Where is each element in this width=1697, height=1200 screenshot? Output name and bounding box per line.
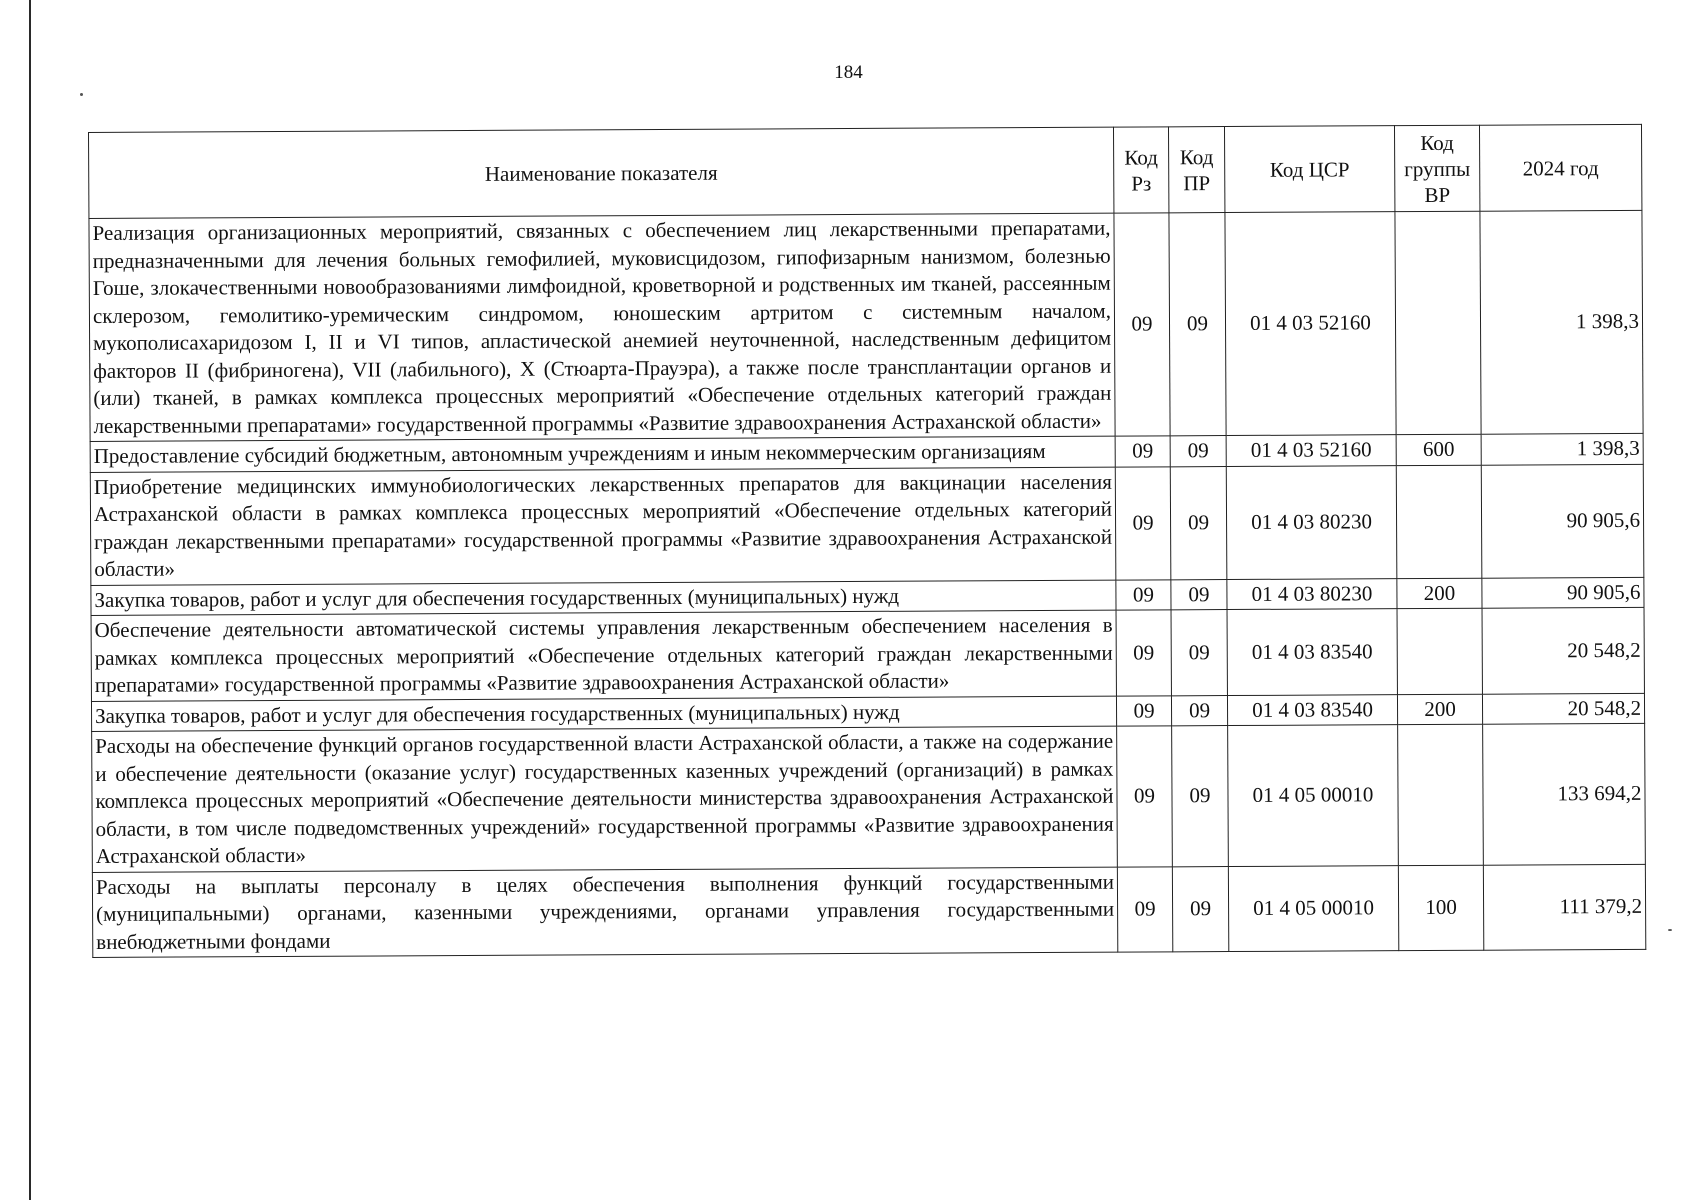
row-amount: 90 905,6 bbox=[1481, 464, 1644, 578]
row-rz: 09 bbox=[1116, 579, 1171, 610]
row-rz: 09 bbox=[1117, 726, 1173, 867]
row-csr: 01 4 03 52160 bbox=[1225, 212, 1396, 436]
row-csr: 01 4 05 00010 bbox=[1228, 725, 1399, 866]
row-rz: 09 bbox=[1114, 213, 1170, 436]
row-vr bbox=[1395, 211, 1481, 434]
table-row bbox=[92, 723, 1646, 872]
header-rz: Код Рз bbox=[1113, 127, 1168, 213]
table-row bbox=[92, 864, 1645, 958]
row-pr: 09 bbox=[1171, 610, 1227, 696]
row-csr: 01 4 03 80230 bbox=[1226, 465, 1397, 579]
row-vr: 600 bbox=[1396, 434, 1481, 465]
row-pr: 09 bbox=[1170, 466, 1227, 579]
row-pr: 09 bbox=[1172, 866, 1228, 952]
row-name: Расходы на выплаты персоналу в целях обеспечения выполнения функций государственными (муниципальными) органами, казенными учреждениями, органами управления государственными внебюджетными фондами bbox=[92, 867, 1117, 958]
row-rz: 09 bbox=[1116, 695, 1171, 726]
row-name: Приобретение медицинских иммунобиологических лекарственных препаратов для вакцинации населения Астраханской области в рамках комплекса процессных мероприятий «Обеспечение отдельных категорий граждан лекарственными препаратами» государственной программы «Развитие здравоохранения Астраханской области» bbox=[90, 467, 1116, 585]
row-name: Реализация организационных мероприятий, связанных с обеспечением лиц лекарственными препаратами, предназначенными для лечения больных гемофилией, муковисцидозом, гипофизарным нанизмом, болезнью Гоше, злокачественными новообразованиями лимфоидной, кроветворной и родственных им тканей, рассеянным склерозом, гемолитико-уремическим синдромом, юношеским артритом с системным началом, мукополисахаридозом I, II и VI типов, апластической анемией неуточненной, наследственным дефицитом факторов II (фибриногена), VII (лабильного), X (Стюарта-Прауэра), а также после трансплантации органов и (или) тканей, в рамках комплекса процессных мероприятий «Обеспечение отдельных категорий граждан лекарственными препаратами» государственной программы «Развитие здравоохранения Астраханской области» bbox=[89, 213, 1115, 441]
header-name: Наименование показателя bbox=[89, 127, 1114, 218]
row-pr: 09 bbox=[1171, 695, 1227, 726]
row-vr: 200 bbox=[1397, 694, 1482, 725]
row-amount: 20 548,2 bbox=[1482, 607, 1644, 693]
header-row bbox=[89, 124, 1642, 218]
row-vr: 200 bbox=[1397, 578, 1482, 609]
binding-edge-line bbox=[29, 0, 31, 1200]
table-row bbox=[91, 607, 1644, 701]
row-pr: 09 bbox=[1172, 726, 1229, 867]
row-csr: 01 4 03 83540 bbox=[1227, 694, 1397, 725]
row-name: Обеспечение деятельности автоматической системы управления лекарственным обеспечением населения в рамках комплекса процессных мероприятий «Обеспечение отдельных категорий граждан лекарственными препаратами» государственной программы «Развитие здравоохранения Астраханской области» bbox=[91, 610, 1116, 701]
row-amount: 20 548,2 bbox=[1482, 693, 1644, 724]
row-name: Закупка товаров, работ и услуг для обеспечения государственных (муниципальных) нужд bbox=[91, 696, 1116, 732]
row-rz: 09 bbox=[1116, 610, 1171, 696]
row-rz: 09 bbox=[1115, 466, 1171, 579]
row-amount: 133 694,2 bbox=[1483, 723, 1646, 864]
row-csr: 01 4 03 83540 bbox=[1227, 609, 1397, 695]
row-pr: 09 bbox=[1169, 213, 1226, 436]
budget-table bbox=[88, 124, 1646, 958]
scan-speck bbox=[80, 93, 83, 96]
page-number: 184 bbox=[834, 62, 863, 83]
table-row bbox=[89, 210, 1643, 441]
row-rz: 09 bbox=[1117, 866, 1172, 952]
row-rz: 09 bbox=[1115, 436, 1170, 467]
header-csr: Код ЦСР bbox=[1224, 126, 1394, 213]
header-pr: Код ПР bbox=[1168, 127, 1224, 213]
row-amount: 90 905,6 bbox=[1482, 577, 1644, 608]
row-amount: 1 398,3 bbox=[1480, 210, 1643, 434]
scan-speck bbox=[1668, 929, 1672, 931]
row-vr bbox=[1398, 724, 1484, 865]
row-vr: 100 bbox=[1398, 865, 1483, 951]
row-name: Закупка товаров, работ и услуг для обеспечения государственных (муниципальных) нужд bbox=[91, 580, 1116, 616]
row-vr bbox=[1396, 465, 1482, 578]
header-year: 2024 год bbox=[1479, 124, 1641, 211]
row-name: Расходы на обеспечение функций органов государственной власти Астраханской области, а также на содержание и обеспечение деятельности (оказание услуг) государственных казенных учреждений (организаций) в рамках комплекса процессных мероприятий «Обеспечение деятельности министерства здравоохранения Астраханской области, в том числе подведомственных учреждений» государственной программы «Развитие здравоохранения Астраханской области» bbox=[92, 726, 1118, 872]
header-vr: Код группы ВР bbox=[1394, 125, 1479, 211]
row-pr: 09 bbox=[1170, 436, 1226, 467]
row-name: Предоставление субсидий бюджетным, автономным учреждениям и иным некоммерческим организациям bbox=[90, 436, 1115, 472]
row-vr bbox=[1397, 608, 1482, 694]
row-pr: 09 bbox=[1171, 579, 1227, 610]
row-amount: 111 379,2 bbox=[1483, 864, 1645, 950]
row-amount: 1 398,3 bbox=[1481, 433, 1643, 464]
row-csr: 01 4 03 80230 bbox=[1227, 578, 1397, 609]
row-csr: 01 4 05 00010 bbox=[1228, 865, 1398, 951]
table-row bbox=[90, 464, 1644, 585]
row-csr: 01 4 03 52160 bbox=[1226, 435, 1396, 466]
